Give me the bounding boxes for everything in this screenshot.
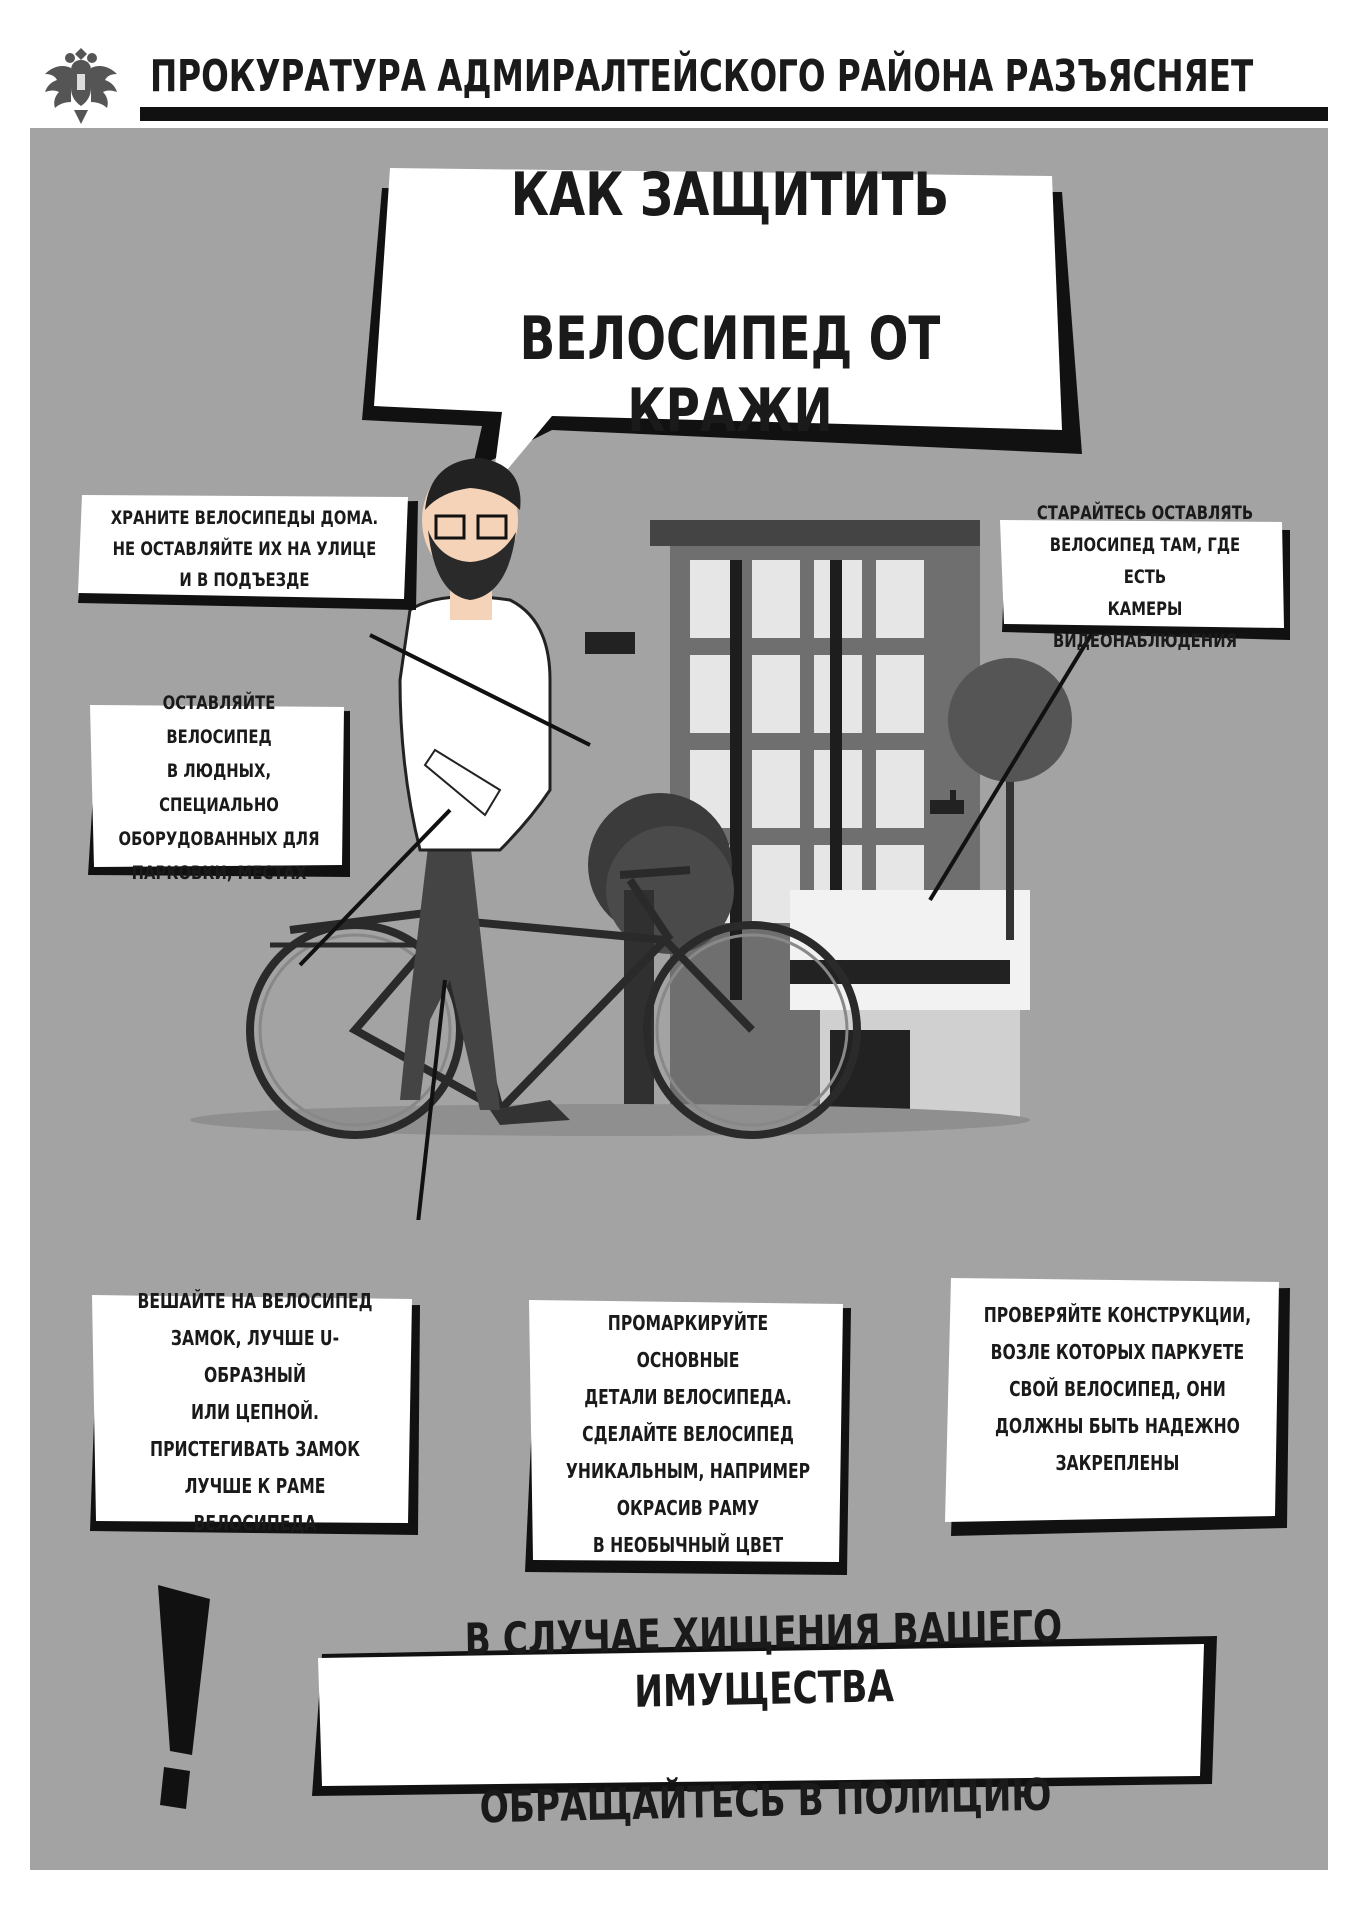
tip-crowded-places xyxy=(88,692,350,884)
man-figure xyxy=(400,458,635,1125)
tip-crowded-places-text: ОСТАВЛЯЙТЕ ВЕЛОСИПЕД В ЛЮДНЫХ, СПЕЦИАЛЬНО ОБОРУДОВАННЫХ ДЛЯ ПАРКОВКИ, МЕСТАХ xyxy=(118,692,320,884)
headline-line-2: ВЕЛОСИПЕД ОТ КРАЖИ xyxy=(519,304,941,446)
tip-check-structures xyxy=(945,1278,1290,1536)
tip-cameras-text: СТАРАЙТЕСЬ ОСТАВЛЯТЬ ВЕЛОСИПЕД ТАМ, ГДЕ ЕСТЬ КАМЕРЫ ВИДЕОНАБЛЮДЕНИЯ xyxy=(1036,502,1254,652)
tip-store-at-home-text: ХРАНИТЕ ВЕЛОСИПЕДЫ ДОМА. НЕ ОСТАВЛЯЙТЕ ИХ НА УЛИЦЕ И В ПОДЪЕЗДЕ xyxy=(110,507,378,591)
tip-cameras xyxy=(1000,502,1290,652)
double-headed-eagle-icon xyxy=(40,38,122,134)
tip-mark-parts xyxy=(525,1300,851,1575)
police-notice-line-2: ОБРАЩАЙТЕСЬ В ПОЛИЦИЮ xyxy=(479,1769,1052,1834)
tip-u-lock xyxy=(90,1288,420,1535)
police-notice xyxy=(312,1601,1217,1834)
tip-check-structures-text: ПРОВЕРЯЙТЕ КОНСТРУКЦИИ, ВОЗЛЕ КОТОРЫХ ПАРКУЕТЕ СВОЙ ВЕЛОСИПЕД, ОНИ ДОЛЖНЫ БЫТЬ НАДЕЖНО ЗАКРЕПЛЕНЫ xyxy=(983,1302,1252,1475)
tip-mark-parts-text: ПРОМАРКИРУЙТЕ ОСНОВНЫЕ ДЕТАЛИ ВЕЛОСИПЕДА. СДЕЛАЙТЕ ВЕЛОСИПЕД УНИКАЛЬНЫМ, НАПРИМЕР ОКРАСИВ РАМУ В НЕОБЫЧНЫЙ ЦВЕТ xyxy=(565,1311,811,1557)
tip-u-lock-text: ВЕШАЙТЕ НА ВЕЛОСИПЕД ЗАМОК, ЛУЧШЕ U-ОБРАЗНЫЙ ИЛИ ЦЕПНОЙ. ПРИСТЕГИВАТЬ ЗАМОК ЛУЧШЕ К РАМЕ ВЕЛОСИПЕДА xyxy=(137,1288,373,1535)
tip-store-at-home xyxy=(78,495,418,610)
police-notice-line-1: В СЛУЧАЕ ХИЩЕНИЯ ВАШЕГО ИМУЩЕСТВА xyxy=(464,1601,1063,1718)
headline-line-1: КАК ЗАЩИТИТЬ xyxy=(510,160,950,230)
exclamation-icon xyxy=(150,1585,220,1815)
organization-title: ПРОКУРАТУРА АДМИРАЛТЕЙСКОГО РАЙОНА РАЗЪЯСНЯЕТ xyxy=(150,51,1254,102)
